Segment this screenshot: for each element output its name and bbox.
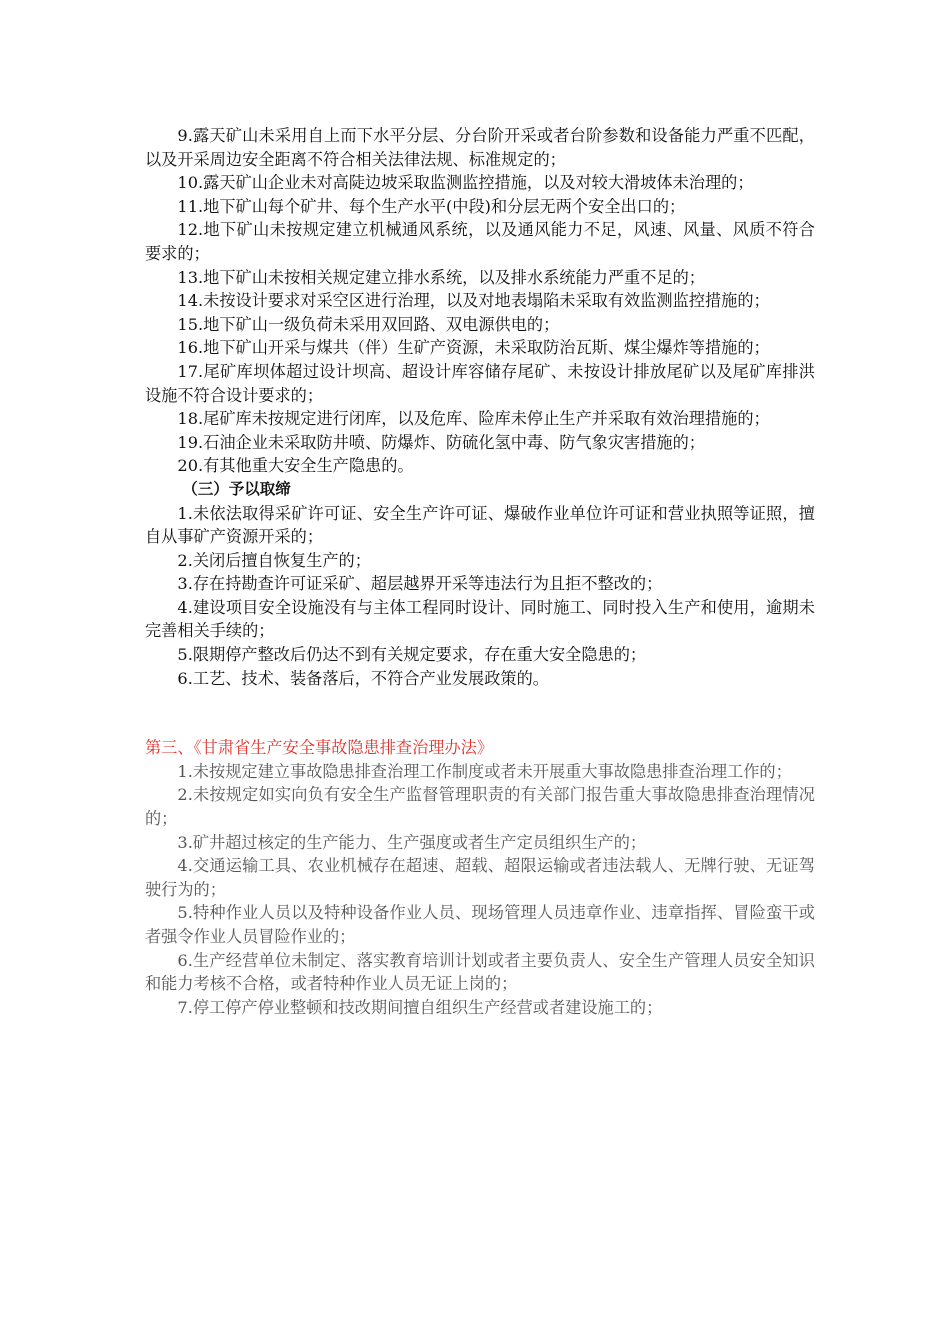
list-item: 10.露天矿山企业未对高陡边坡采取监测监控措施，以及对较大滑坡体未治理的； [177,173,754,193]
list-item: 7.停工停产停业整顿和技改期间擅自组织生产经营或者建设施工的； [177,997,663,1017]
list-item: 6.生产经营单位未制定、落实教育培训计划或者主要负责人、安全生产管理人员安全知识和能力考核不合格，或者特种作业人员无证上岗的； [145,950,815,994]
list-item: 3.矿井超过核定的生产能力、生产强度或者生产定员组织生产的； [177,832,647,852]
list-item: 9.露天矿山未采用自上而下水平分层、分台阶开采或者台阶参数和设备能力严重不匹配，以及开采周边安全距离不符合相关法律法规、标准规定的； [145,126,815,169]
document-content [145,124,815,1019]
list-item: 1.未依法取得采矿许可证、安全生产许可证、爆破作业单位许可证和营业执照等证照，擅自从事矿产资源开采的； [145,503,815,547]
section-title: 第三、《甘肃省生产安全事故隐患排查治理办法》 [145,738,494,758]
list-item: 2.未按规定如实向负有安全生产监督管理职责的有关部门报告重大事故隐患排查治理情况的； [145,785,815,829]
list-item: 6.工艺、技术、装备落后，不符合产业发展政策的。 [177,668,549,688]
subheading-ban: （三）予以取缔 [182,479,291,498]
list-item: 4.建设项目安全设施没有与主体工程同时设计、同时施工、同时投入生产和使用，逾期未完善相关手续的； [145,597,815,641]
list-item: 13.地下矿山未按相关规定建立排水系统，以及排水系统能力严重不足的； [177,267,705,287]
list-item: 4.交通运输工具、农业机械存在超速、超载、超限运输或者违法载人、无牌行驶、无证驾驶行为的； [145,856,815,899]
ban-list [145,502,815,691]
list-item: 3.存在持勘查许可证采矿、超层越界开采等违法行为且拒不整改的； [177,574,663,594]
list-item: 19.石油企业未采取防井喷、防爆炸、防硫化氢中毒、防气象灾害措施的； [177,432,705,452]
list-item: 2.关闭后擅自恢复生产的； [177,550,371,570]
list-item: 11.地下矿山每个矿井、每个生产水平(中段)和分层无两个安全出口的； [177,196,686,216]
list-item: 18.尾矿库未按规定进行闭库，以及危库、险库未停止生产并采取有效治理措施的； [177,409,770,429]
list-item: 16.地下矿山开采与煤共（伴）生矿产资源，未采取防治瓦斯、煤尘爆炸等措施的； [177,338,770,358]
section-gap [145,690,815,736]
list-item: 12.地下矿山未按规定建立机械通风系统，以及通风能力不足，风速、风量、风质不符合要求的； [145,220,815,263]
hazard-list-major [145,124,815,478]
list-item: 14.未按设计要求对采空区进行治理，以及对地表塌陷未采取有效监测监控措施的； [177,291,770,311]
list-item: 1.未按规定建立事故隐患排查治理工作制度或者未开展重大事故隐患排查治理工作的； [177,761,792,781]
list-item: 5.特种作业人员以及特种设备作业人员、现场管理人员违章作业、违章指挥、冒险蛮干或者强令作业人员冒险作业的； [145,903,815,946]
gansu-regulation-list [145,760,815,1020]
list-item: 5.限期停产整改后仍达不到有关规定要求，存在重大安全隐患的； [177,645,647,665]
list-item: 20.有其他重大安全生产隐患的。 [177,456,414,476]
list-item: 15.地下矿山一级负荷未采用双回路、双电源供电的； [177,314,560,334]
list-item: 17.尾矿库坝体超过设计坝高、超设计库容储存尾矿、未按设计排放尾矿以及尾矿库排洪设施不符合设计要求的； [145,361,815,405]
